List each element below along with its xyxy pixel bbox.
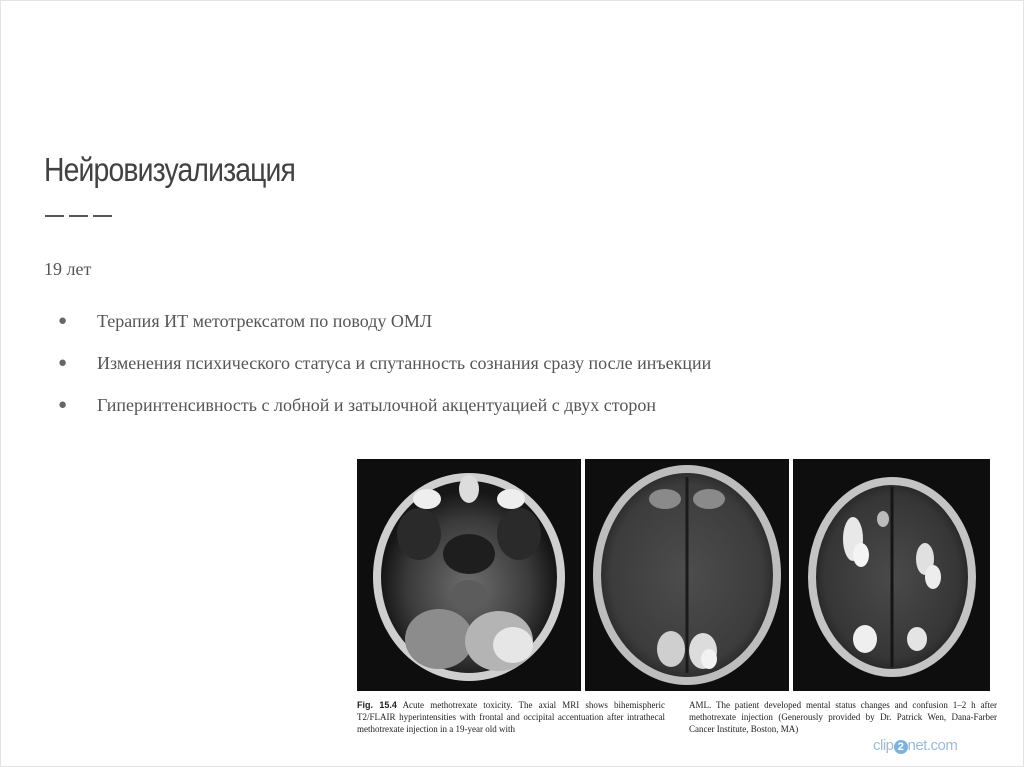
slide-subtitle: 19 лет — [44, 259, 92, 279]
figure-caption — [357, 699, 997, 735]
watermark-logo: clip 2 net.com — [873, 737, 958, 754]
caption-text-left: Acute methotrexate toxicity. The axial MRI shows bihemispheric T2/FLAIR hyperintensities with frontal and occipital accentuation after intrathecal methotrexate injection in a 19-year old with — [357, 700, 665, 734]
bullet-item — [44, 307, 764, 336]
bullet-text: Терапия ИТ метотрексатом по поводу ОМЛ — [97, 311, 433, 331]
bullet-item — [44, 349, 764, 378]
mri-figure — [357, 459, 990, 691]
mri-image-cerebellum — [357, 459, 581, 691]
bullet-list — [44, 307, 764, 433]
slide-title: Нейровизуализация — [44, 151, 296, 188]
bullet-dot-icon: ● — [58, 397, 68, 413]
caption-text-right: AML. The patient developed mental status changes and confusion 1–2 h after methotrexate injection (Generously provided by Dr. Patrick Wen, Dana-Farber Cancer Institute, Boston, MA) — [689, 700, 997, 734]
caption-column-left — [357, 699, 665, 735]
mri-image-axial-2 — [793, 459, 990, 691]
bullet-text: Изменения психического статуса и спутанность сознания сразу после инъекции — [97, 353, 712, 373]
caption-label: Fig. 15.4 — [357, 700, 397, 710]
bullet-text: Гиперинтенсивность с лобной и затылочной акцентуацией с двух сторон — [97, 395, 656, 415]
bullet-dot-icon: ● — [58, 313, 68, 329]
bullet-item — [44, 391, 764, 420]
bullet-dot-icon: ● — [58, 355, 68, 371]
mri-image-axial-1 — [585, 459, 789, 691]
caption-column-right — [689, 699, 997, 735]
title-underline — [45, 215, 112, 217]
